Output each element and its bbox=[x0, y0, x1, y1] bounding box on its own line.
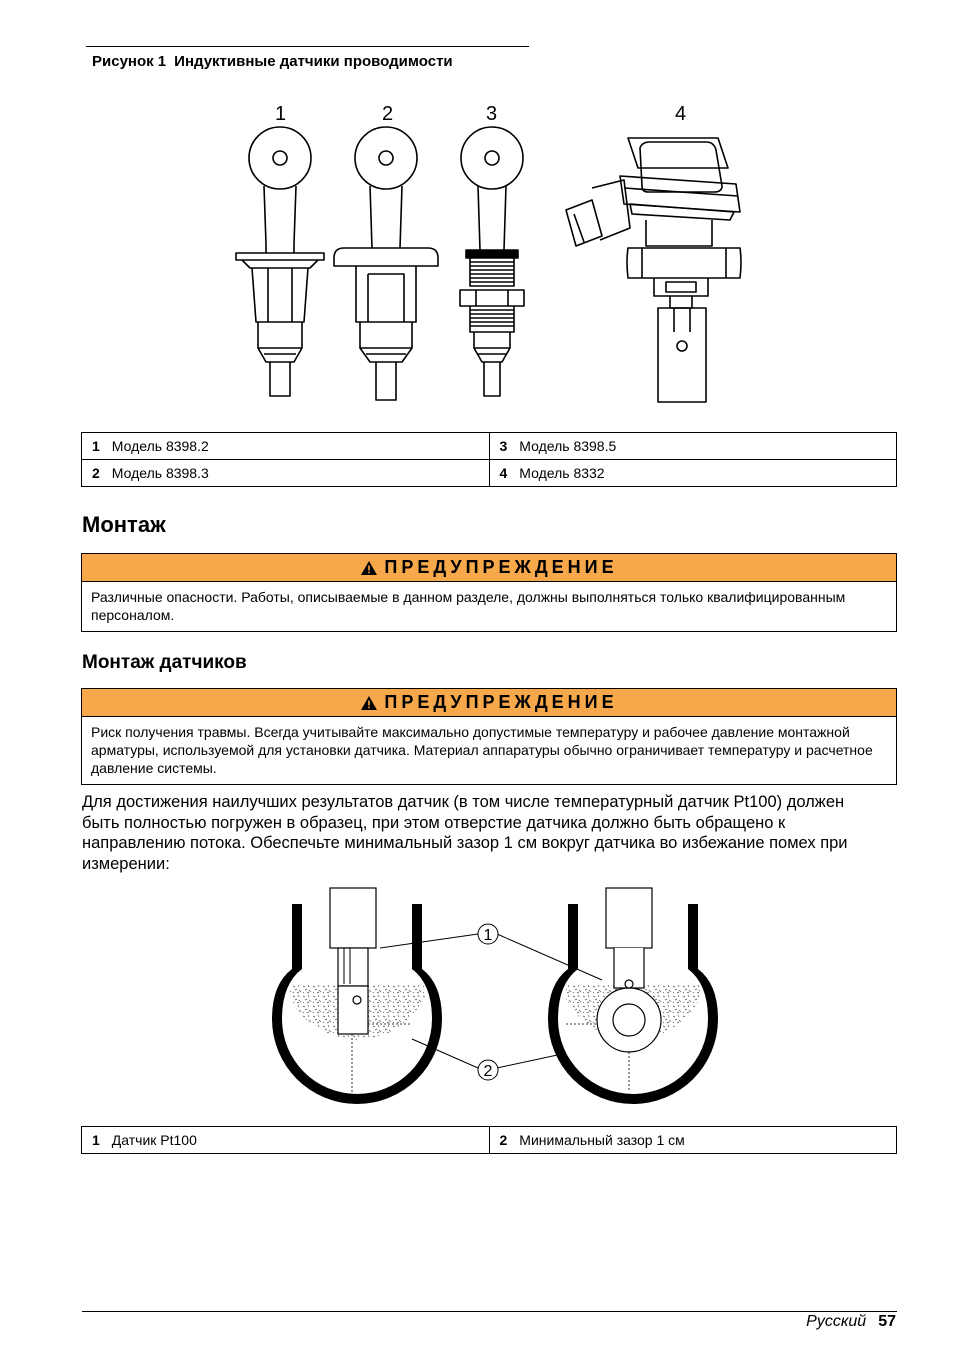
legend-cell bbox=[489, 433, 897, 460]
legend-text: Модель 8398.2 bbox=[111, 438, 209, 454]
callout-2: 2 bbox=[382, 103, 394, 125]
figure-caption bbox=[92, 53, 453, 70]
warning-header-text: ПРЕДУПРЕЖДЕНИЕ bbox=[384, 557, 618, 577]
warning-header bbox=[82, 554, 896, 582]
figure2-legend-table bbox=[81, 1126, 897, 1154]
footer-rule bbox=[82, 1311, 897, 1312]
callout-4: 4 bbox=[675, 103, 687, 125]
sensor-clearance-figure bbox=[262, 884, 718, 1112]
legend-cell bbox=[489, 1127, 897, 1154]
figure-caption-rule bbox=[86, 46, 529, 47]
legend-cell bbox=[489, 460, 897, 487]
legend-text: Минимальный зазор 1 см bbox=[519, 1132, 685, 1148]
sensor-models-figure bbox=[228, 96, 748, 416]
legend-num: 2 bbox=[499, 1132, 508, 1148]
vessel-right bbox=[548, 888, 718, 1104]
installation-paragraph: Для достижения наилучших результатов датчик (в том числе температурный датчик Pt100) должен быть полностью погружен в образец, при этом отверстие датчика должно быть обращено к направлению потока. Обеспечьте минимальный зазор 1 см вокруг датчика во избежание помех при измерении: bbox=[82, 793, 848, 873]
legend-num: 3 bbox=[499, 438, 508, 454]
callout-2: 2 bbox=[483, 1063, 493, 1080]
warning-header-text: ПРЕДУПРЕЖДЕНИЕ bbox=[384, 692, 618, 712]
subsection-title: Монтаж датчиков bbox=[82, 652, 247, 673]
legend-row bbox=[82, 1127, 897, 1154]
warning-header bbox=[82, 689, 896, 717]
legend-text: Модель 8398.5 bbox=[519, 438, 617, 454]
legend-num: 1 bbox=[92, 438, 100, 454]
legend-text: Датчик Pt100 bbox=[111, 1132, 197, 1148]
legend-text: Модель 8398.3 bbox=[111, 465, 209, 481]
legend-cell bbox=[82, 460, 490, 487]
legend-num: 1 bbox=[92, 1132, 100, 1148]
warning-triangle-icon bbox=[360, 695, 378, 711]
legend-text: Модель 8332 bbox=[519, 465, 605, 481]
warning-box-injury bbox=[81, 688, 897, 785]
legend-row bbox=[82, 433, 897, 460]
legend-cell bbox=[82, 433, 490, 460]
warning-text: Риск получения травмы. Всегда учитывайте максимально допустимые температуру и рабочее давление монтажной арматуры, используемой для установки датчика. Материал аппаратуры обычно ограничивает температуру и расчетное давление системы. bbox=[91, 724, 873, 776]
page-number: 57 bbox=[878, 1313, 896, 1330]
callout-3: 3 bbox=[486, 103, 498, 125]
page-footer bbox=[806, 1313, 896, 1331]
figure-title: Индуктивные датчики проводимости bbox=[174, 53, 453, 70]
section-title: Монтаж bbox=[82, 512, 166, 537]
callout-1: 1 bbox=[275, 103, 287, 125]
vessel-left bbox=[272, 888, 442, 1104]
figure-number: Рисунок 1 bbox=[92, 53, 167, 70]
warning-text: Различные опасности. Работы, описываемые в данном разделе, должны выполняться только квалифицированным персоналом. bbox=[91, 589, 846, 623]
legend-num: 2 bbox=[92, 465, 100, 481]
legend-cell bbox=[82, 1127, 490, 1154]
legend-row bbox=[82, 460, 897, 487]
warning-box-general bbox=[81, 553, 897, 632]
legend-num: 4 bbox=[499, 465, 508, 481]
figure1-legend-table bbox=[81, 432, 897, 487]
warning-triangle-icon bbox=[360, 560, 378, 576]
footer-language: Русский bbox=[806, 1313, 867, 1330]
callout-1: 1 bbox=[483, 927, 493, 944]
